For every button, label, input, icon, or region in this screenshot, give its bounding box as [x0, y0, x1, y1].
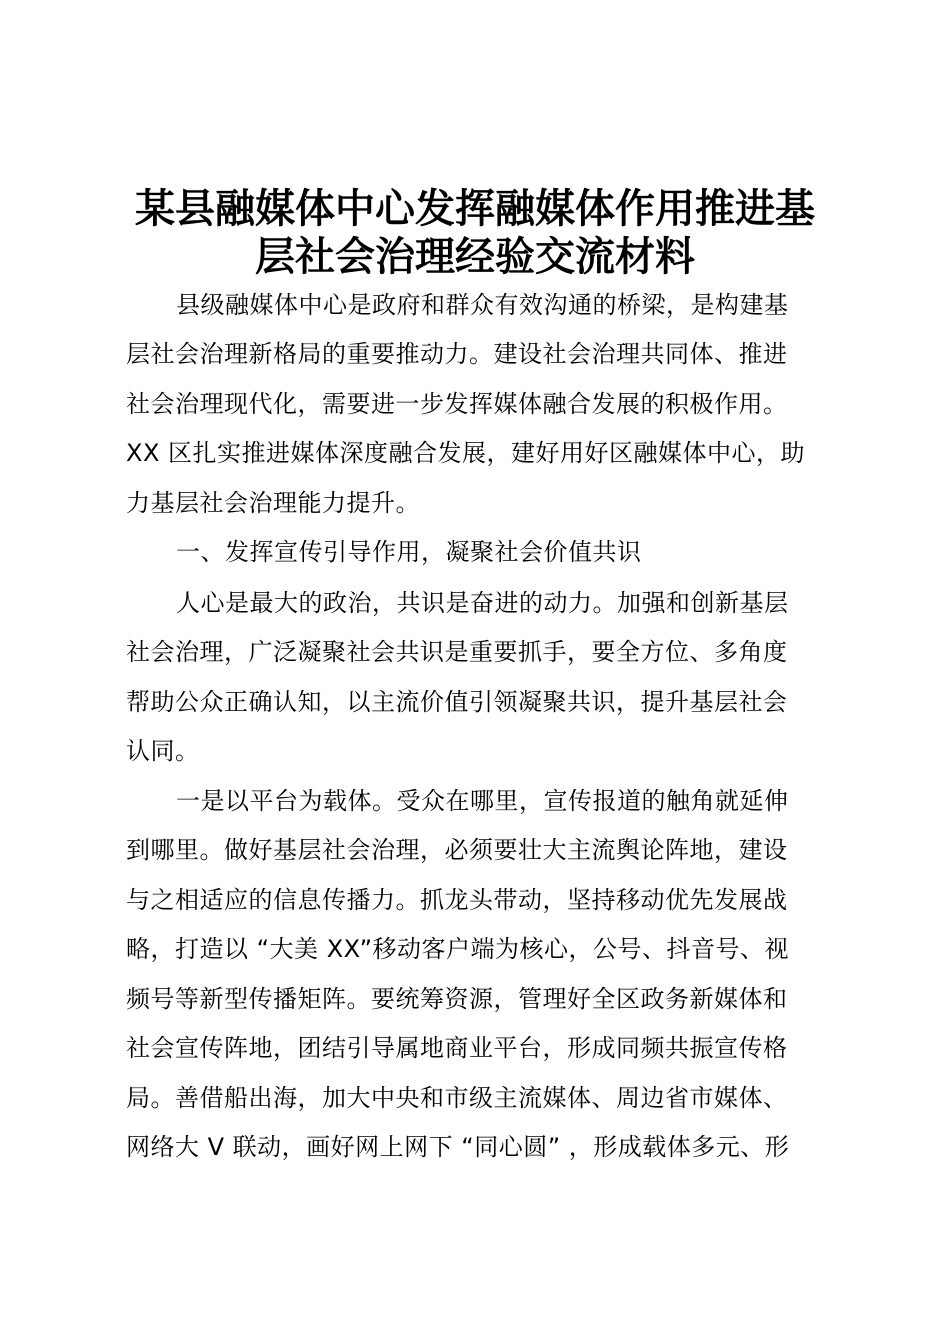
section-heading: 一、发挥宣传引导作用，凝聚社会价值共识: [176, 538, 642, 566]
paragraph-line: 认同。: [126, 737, 200, 765]
paragraph-line: 局。善借船出海，加大中央和市级主流媒体、周边省市媒体、: [126, 1084, 788, 1112]
paragraph-line: 略，打造以 “大美 XX”移动客户端为核心，公号、抖音号、视: [126, 935, 790, 963]
paragraph-line: 与之相适应的信息传播力。抓龙头带动，坚持移动优先发展战: [126, 886, 788, 914]
paragraph-line: 社会宣传阵地，团结引导属地商业平台，形成同频共振宣传格: [126, 1034, 788, 1062]
paragraph-line: 力基层社会治理能力提升。: [126, 489, 420, 517]
paragraph-line: 社会治理现代化，需要进一步发挥媒体融合发展的积极作用。: [126, 390, 788, 418]
paragraph-line: 层社会治理新格局的重要推动力。建设社会治理共同体、推进: [126, 340, 788, 368]
paragraph-line: 县级融媒体中心是政府和群众有效沟通的桥梁，是构建基: [176, 291, 789, 319]
paragraph-line: XX 区扎实推进媒体深度融合发展，建好用好区融媒体中心，助: [126, 439, 806, 467]
paragraph-line: 人心是最大的政治，共识是奋进的动力。加强和创新基层: [176, 589, 789, 617]
paragraph-line: 社会治理，广泛凝聚社会共识是重要抓手，要全方位、多角度: [126, 638, 788, 666]
paragraph-line: 频号等新型传播矩阵。要统筹资源，管理好全区政务新媒体和: [126, 985, 788, 1013]
paragraph-line: 网络大 V 联动，画好网上网下 “同心圆” ，形成载体多元、形: [126, 1133, 790, 1161]
document-title-line-2: 层社会治理经验交流材料: [255, 233, 695, 280]
paragraph-line: 帮助公众正确认知，以主流价值引领凝聚共识，提升基层社会: [126, 688, 788, 716]
document-title-line-1: 某县融媒体中心发挥融媒体作用推进基: [135, 185, 815, 232]
paragraph-line: 一是以平台为载体。受众在哪里，宣传报道的触角就延伸: [176, 787, 789, 815]
paragraph-line: 到哪里。做好基层社会治理，必须要壮大主流舆论阵地，建设: [126, 836, 788, 864]
